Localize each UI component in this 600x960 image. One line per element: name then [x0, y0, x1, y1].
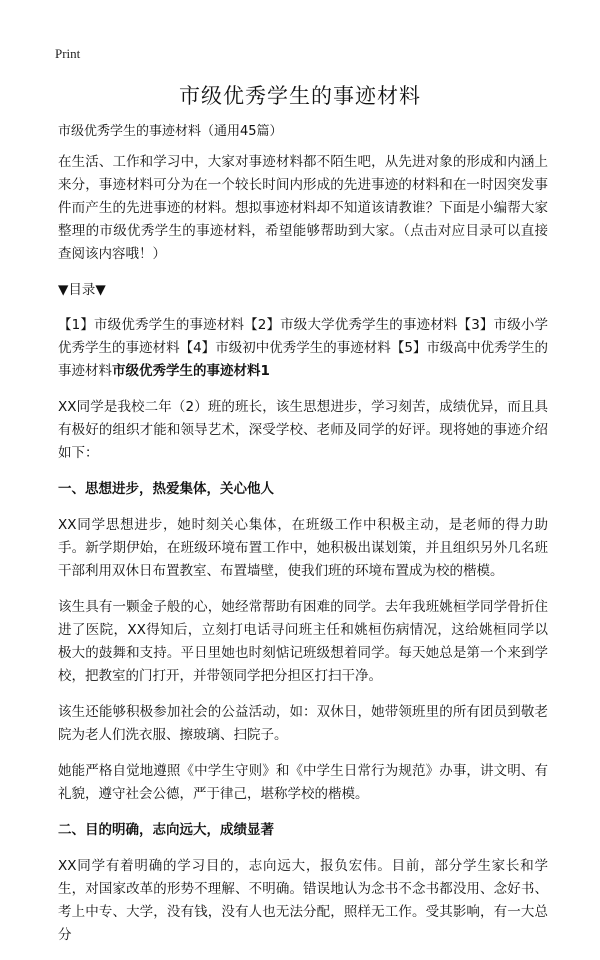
section-heading-1: 市级优秀学生的事迹材料1 [112, 363, 270, 379]
toc-link-5[interactable]: 【5】市级高中优秀学生的事迹材料 [58, 340, 548, 379]
toc-link-3[interactable]: 【3】市级小学优秀学生的事迹材料 [58, 317, 549, 356]
body-paragraph: 她能严格自觉地遵照《中学生守则》和《中学生日常行为规范》办事，讲文明、有礼貌，遵守社会公德，严于律己，堪称学校的楷模。 [58, 763, 548, 802]
article-subtitle: 市级优秀学生的事迹材料（通用45篇） [58, 124, 283, 139]
body-paragraph: XX同学思想进步，她时刻关心集体，在班级工作中积极主动，是老师的得力助手。新学期伊始，在班级环境布置工作中，她积极出谋划策，并且组织另外几名班干部利用双休日布置教室、布置墙壁，使我们班的环境布置成为校的楷模。 [58, 517, 548, 579]
article-body [58, 120, 548, 960]
body-paragraph: XX同学是我校二年（2）班的班长，该生思想进步，学习刻苦，成绩优异，而且具有极好的组织才能和领导艺术，深受学校、老师及同学的好评。现将她的事迹介绍如下： [58, 399, 548, 461]
toc-link-2[interactable]: 【2】市级大学优秀学生的事迹材料 [244, 317, 458, 333]
body-paragraph: 该生还能够积极参加社会的公益活动，如：双休日，她带领班里的所有团员到敬老院为老人们洗衣服、擦玻璃、扫院子。 [58, 704, 548, 743]
toc-title: ▼目录▼ [58, 282, 106, 298]
body-paragraph: XX同学有着明确的学习目的，志向远大，报负宏伟。目前，部分学生家长和学生，对国家改革的形势不理解、不明确。错误地认为念书不念书都没用、念好书、考上中专、大学，没有钱，没有人也无法分配，照样无工作。受其影响，有一大总分 [58, 858, 548, 943]
toc-link-1[interactable]: 【1】市级优秀学生的事迹材料 [58, 317, 245, 333]
intro-paragraph: 在生活、工作和学习中，大家对事迹材料都不陌生吧，从先进对象的形成和内涵上来分，事迹材料可分为在一个较长时间内形成的先进事迹的材料和在一时因突发事件而产生的先进事迹的材料。想拟事迹材料却不知道该请教谁？下面是小编帮大家整理的市级优秀学生的事迹材料，希望能够帮助到大家。（点击对应目录可以直接查阅该内容哦！） [58, 154, 548, 262]
section-subheading: 一、思想进步，热爱集体，关心他人 [58, 481, 274, 497]
section-subheading: 二、目的明确，志向远大，成绩显著 [58, 822, 274, 838]
body-paragraph: 该生具有一颗金子般的心，她经常帮助有困难的同学。去年我班姚桓学同学骨折住进了医院，XX得知后，立刻打电话寻问班主任和姚桓伤病情况，这给姚桓同学以极大的鼓舞和支持。平日里她也时刻惦记班级想着同学。每天她总是第一个来到学校，把教室的门打开，并带领同学把分担区打扫干净。 [58, 599, 548, 684]
page-title: 市级优秀学生的事迹材料 [179, 84, 421, 108]
print-link[interactable]: Print [55, 46, 81, 61]
table-of-contents [58, 314, 548, 383]
toc-link-4[interactable]: 【4】市级初中优秀学生的事迹材料 [179, 340, 391, 356]
